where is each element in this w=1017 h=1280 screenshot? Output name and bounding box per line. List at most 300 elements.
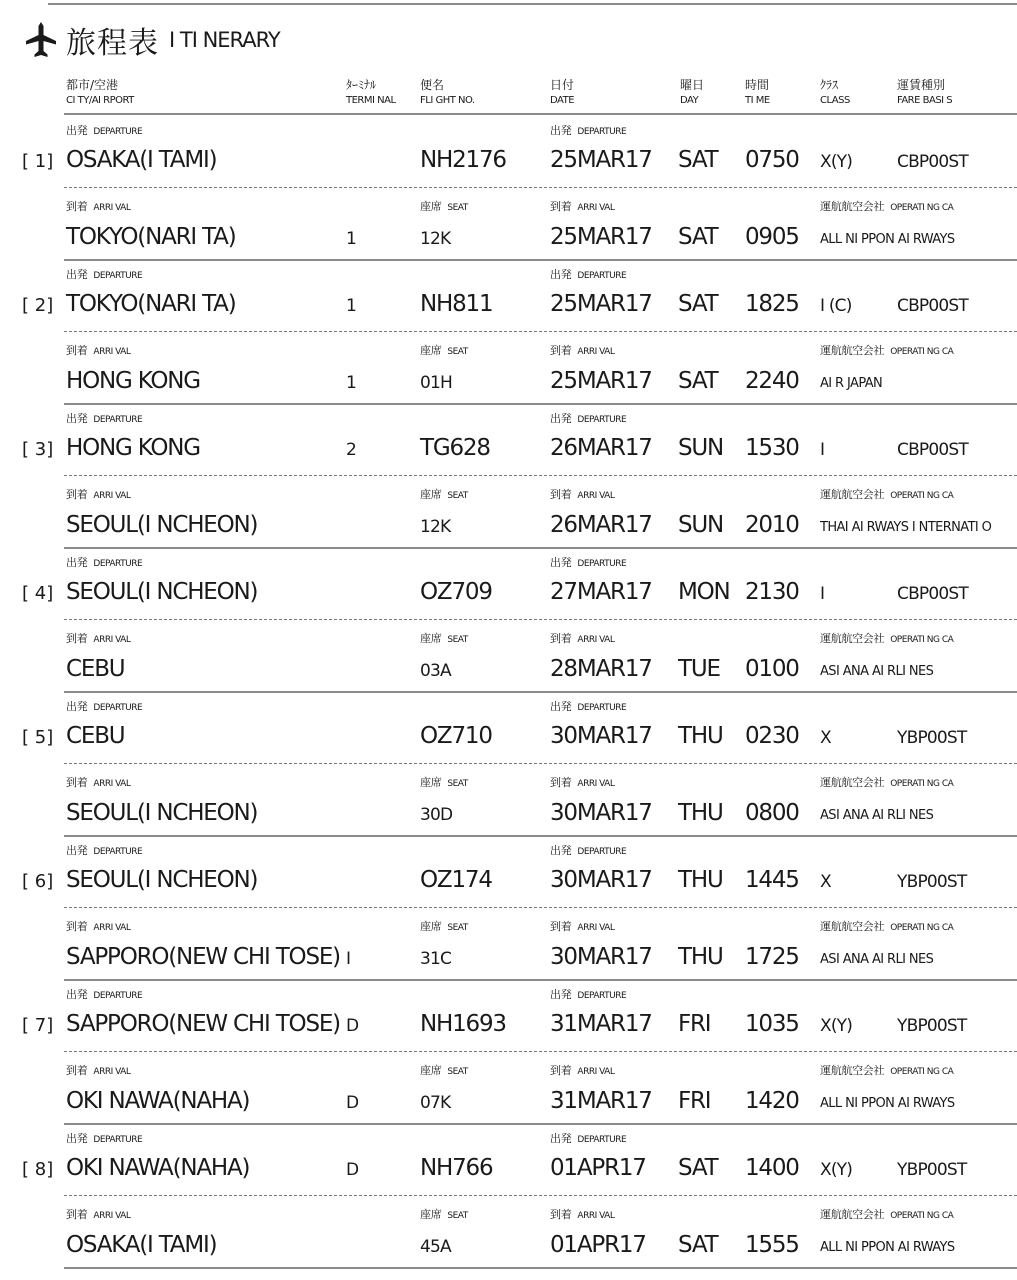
header-fare-basis — [897, 78, 952, 108]
seat-label-jp: 座席 — [420, 344, 442, 357]
date-departure-label-en: DEPARTURE — [577, 847, 627, 857]
operating-carrier-label-jp: 運航航空会社 — [820, 776, 885, 789]
departure-label-jp: 出発 — [66, 556, 88, 569]
arrival-label-en: ARRI VAL — [93, 1211, 131, 1221]
arrival-terminal: 1 — [346, 373, 357, 393]
arrival-label-jp: 到着 — [66, 920, 88, 933]
date-departure-label-en: DEPARTURE — [577, 703, 627, 713]
date-departure-label-jp: 出発 — [550, 124, 572, 137]
arrival-label-jp: 到着 — [66, 344, 88, 357]
arrival-time: 0800 — [745, 800, 799, 826]
seat-label-jp: 座席 — [420, 632, 442, 645]
seat-label-jp: 座席 — [420, 488, 442, 501]
fare-basis: CBP00ST — [897, 296, 968, 316]
arrival-day: SAT — [678, 1232, 718, 1258]
arrival-day: TUE — [678, 656, 720, 682]
fare-basis: CBP00ST — [897, 440, 968, 460]
date-departure-label-jp: 出発 — [550, 700, 572, 713]
segment-rule — [64, 1267, 1017, 1269]
departure-terminal: D — [346, 1016, 359, 1036]
segment-number: [ 1] — [22, 151, 54, 172]
arrival-label-jp: 到着 — [66, 776, 88, 789]
flight-number: NH811 — [420, 291, 493, 317]
arrival-city: OSAKA(I TAMI) — [66, 1232, 217, 1258]
arrival-date: 25MAR17 — [550, 368, 652, 394]
fare-basis: YBP00ST — [897, 1016, 967, 1036]
departure-date: 31MAR17 — [550, 1011, 652, 1037]
booking-class: X(Y) — [820, 152, 853, 172]
operating-carrier-label-en: OPERATI NG CA — [890, 1211, 954, 1221]
departure-label-en: DEPARTURE — [93, 847, 143, 857]
arrival-label — [66, 774, 130, 790]
seat-label-en: SEAT — [447, 203, 468, 213]
segment-dashed-rule — [64, 619, 1017, 620]
arrival-time: 2240 — [745, 368, 799, 394]
segment-dashed-rule — [64, 763, 1017, 764]
date-departure-label-en: DEPARTURE — [577, 415, 627, 425]
departure-date: 30MAR17 — [550, 723, 652, 749]
seat-label — [420, 1062, 468, 1078]
segment-number: [ 8] — [22, 1159, 54, 1180]
title-japanese: 旅程表 — [66, 26, 159, 61]
header-terminal — [346, 78, 396, 108]
header-date-en: DATE — [550, 95, 575, 106]
segment-dashed-rule — [64, 1051, 1017, 1052]
arrival-label-en: ARRI VAL — [93, 923, 131, 933]
seat-label — [420, 630, 468, 646]
departure-city: OKI NAWA(NAHA) — [66, 1155, 250, 1181]
departure-city: CEBU — [66, 723, 125, 749]
segment-number: [ 4] — [22, 583, 54, 604]
seat-number: 30D — [420, 805, 453, 825]
header-time-en: TI ME — [745, 95, 770, 106]
departure-time: 0750 — [745, 147, 799, 173]
arrival-city: OKI NAWA(NAHA) — [66, 1088, 250, 1114]
arrival-label — [66, 630, 130, 646]
departure-terminal: D — [346, 1160, 359, 1180]
segment-number: [ 6] — [22, 871, 54, 892]
header-date — [550, 78, 574, 108]
date-arrival-label-jp: 到着 — [550, 344, 572, 357]
departure-label-jp: 出発 — [66, 124, 88, 137]
arrival-label — [66, 1206, 130, 1222]
departure-date: 01APR17 — [550, 1155, 646, 1181]
date-arrival-label — [550, 342, 614, 358]
segment-number: [ 5] — [22, 727, 54, 748]
segment-number: [ 2] — [22, 295, 54, 316]
date-arrival-label-en: ARRI VAL — [577, 203, 615, 213]
arrival-label — [66, 918, 130, 934]
arrival-date: 01APR17 — [550, 1232, 646, 1258]
arrival-label — [66, 486, 130, 502]
departure-time: 1400 — [745, 1155, 799, 1181]
page-title — [24, 18, 280, 62]
operating-carrier-label-jp: 運航航空会社 — [820, 344, 885, 357]
operating-carrier-label-en: OPERATI NG CA — [890, 635, 954, 645]
operating-carrier: ALL NI PPON AI RWAYS — [820, 1240, 955, 1255]
departure-day: SUN — [678, 435, 724, 461]
date-departure-label-en: DEPARTURE — [577, 271, 627, 281]
date-arrival-label-jp: 到着 — [550, 1064, 572, 1077]
departure-time: 1445 — [745, 867, 799, 893]
booking-class: X(Y) — [820, 1160, 853, 1180]
header-flight-no — [420, 78, 475, 108]
segment-number: [ 3] — [22, 439, 54, 460]
arrival-day: THU — [678, 800, 723, 826]
arrival-date: 30MAR17 — [550, 800, 652, 826]
departure-date: 25MAR17 — [550, 291, 652, 317]
fare-basis: CBP00ST — [897, 584, 968, 604]
operating-carrier-label-jp: 運航航空会社 — [820, 1208, 885, 1221]
departure-label-jp: 出発 — [66, 412, 88, 425]
arrival-day: FRI — [678, 1088, 711, 1114]
departure-city: SEOUL(I NCHEON) — [66, 867, 258, 893]
departure-day: SAT — [678, 1155, 718, 1181]
date-departure-label — [550, 266, 626, 282]
date-departure-label-en: DEPARTURE — [577, 559, 627, 569]
seat-label-en: SEAT — [447, 923, 468, 933]
date-arrival-label-en: ARRI VAL — [577, 779, 615, 789]
date-departure-label — [550, 842, 626, 858]
date-departure-label-jp: 出発 — [550, 556, 572, 569]
departure-label-en: DEPARTURE — [93, 271, 143, 281]
arrival-time: 1725 — [745, 944, 799, 970]
departure-label-en: DEPARTURE — [93, 127, 143, 137]
date-departure-label-jp: 出発 — [550, 268, 572, 281]
seat-label — [420, 1206, 468, 1222]
departure-city: HONG KONG — [66, 435, 200, 461]
header-terminal-en: TERMI NAL — [346, 95, 396, 106]
departure-label-en: DEPARTURE — [93, 703, 143, 713]
departure-date: 30MAR17 — [550, 867, 652, 893]
operating-carrier: ASI ANA AI RLI NES — [820, 664, 934, 679]
departure-city: SAPPORO(NEW CHI TOSE) — [66, 1011, 340, 1037]
seat-label-en: SEAT — [447, 1067, 468, 1077]
flight-number: TG628 — [420, 435, 490, 461]
segment-rule — [64, 547, 1017, 549]
arrival-date: 28MAR17 — [550, 656, 652, 682]
departure-label-en: DEPARTURE — [93, 415, 143, 425]
arrival-label-en: ARRI VAL — [93, 347, 131, 357]
header-city-airport-en: CI TY/AI RPORT — [66, 95, 134, 106]
departure-label-jp: 出発 — [66, 988, 88, 1001]
header-fare-basis-en: FARE BASI S — [897, 95, 953, 106]
departure-day: MON — [678, 579, 730, 605]
departure-label-jp: 出発 — [66, 700, 88, 713]
seat-label-en: SEAT — [447, 1211, 468, 1221]
header-date-jp: 日付 — [550, 78, 575, 92]
arrival-day: THU — [678, 944, 723, 970]
seat-number: 45A — [420, 1237, 451, 1257]
seat-label — [420, 198, 468, 214]
operating-carrier-label — [820, 342, 953, 358]
header-fare-basis-jp: 運賃種別 — [897, 78, 946, 92]
departure-time: 0230 — [745, 723, 799, 749]
arrival-city: SAPPORO(NEW CHI TOSE) — [66, 944, 340, 970]
operating-carrier-label-en: OPERATI NG CA — [890, 347, 954, 357]
operating-carrier: THAI AI RWAYS I NTERNATI O — [820, 520, 992, 535]
seat-label — [420, 342, 468, 358]
departure-label — [66, 1130, 142, 1146]
arrival-city: SEOUL(I NCHEON) — [66, 800, 258, 826]
date-departure-label — [550, 122, 626, 138]
header-flight-no-jp: 便名 — [420, 78, 445, 92]
seat-label — [420, 486, 468, 502]
departure-date: 25MAR17 — [550, 147, 652, 173]
operating-carrier-label-en: OPERATI NG CA — [890, 491, 954, 501]
departure-label-jp: 出発 — [66, 844, 88, 857]
header-class-jp: ｸﾗｽ — [820, 78, 839, 92]
departure-terminal: 1 — [346, 296, 357, 316]
operating-carrier: ALL NI PPON AI RWAYS — [820, 232, 955, 247]
date-departure-label — [550, 698, 626, 714]
seat-label-en: SEAT — [447, 779, 468, 789]
departure-day: FRI — [678, 1011, 711, 1037]
date-departure-label-jp: 出発 — [550, 412, 572, 425]
header-time-jp: 時間 — [745, 78, 770, 92]
date-arrival-label-en: ARRI VAL — [577, 491, 615, 501]
seat-label-jp: 座席 — [420, 1064, 442, 1077]
segment-rule — [64, 979, 1017, 981]
header-city-airport-jp: 都市/空港 — [66, 78, 119, 92]
departure-time: 1825 — [745, 291, 799, 317]
header-flight-no-en: FLI GHT NO. — [420, 95, 475, 106]
top-rule — [48, 3, 1017, 5]
operating-carrier: ASI ANA AI RLI NES — [820, 952, 934, 967]
seat-number: 01H — [420, 373, 453, 393]
arrival-label-en: ARRI VAL — [93, 1067, 131, 1077]
departure-terminal: 2 — [346, 440, 357, 460]
airplane-icon — [24, 20, 58, 60]
date-arrival-label — [550, 774, 614, 790]
departure-label — [66, 266, 142, 282]
flight-number: NH766 — [420, 1155, 493, 1181]
date-arrival-label-en: ARRI VAL — [577, 347, 615, 357]
flight-number: OZ709 — [420, 579, 492, 605]
date-departure-label — [550, 986, 626, 1002]
seat-label — [420, 918, 468, 934]
arrival-label-en: ARRI VAL — [93, 203, 131, 213]
flight-number: NH2176 — [420, 147, 506, 173]
arrival-date: 31MAR17 — [550, 1088, 652, 1114]
departure-label-en: DEPARTURE — [93, 991, 143, 1001]
date-arrival-label-jp: 到着 — [550, 1208, 572, 1221]
date-departure-label — [550, 1130, 626, 1146]
segment-number: [ 7] — [22, 1015, 54, 1036]
flight-number: NH1693 — [420, 1011, 506, 1037]
departure-time: 2130 — [745, 579, 799, 605]
booking-class: X — [820, 728, 831, 748]
departure-city: SEOUL(I NCHEON) — [66, 579, 258, 605]
date-arrival-label — [550, 1062, 614, 1078]
booking-class: I — [820, 440, 825, 460]
date-arrival-label-en: ARRI VAL — [577, 923, 615, 933]
operating-carrier-label — [820, 918, 953, 934]
arrival-day: SAT — [678, 368, 718, 394]
departure-label-en: DEPARTURE — [93, 559, 143, 569]
fare-basis: YBP00ST — [897, 728, 967, 748]
segment-2 — [0, 264, 1017, 408]
date-arrival-label-jp: 到着 — [550, 776, 572, 789]
operating-carrier-label — [820, 198, 953, 214]
arrival-day: SAT — [678, 224, 718, 250]
arrival-time: 0100 — [745, 656, 799, 682]
departure-label — [66, 122, 142, 138]
date-arrival-label-en: ARRI VAL — [577, 1067, 615, 1077]
arrival-time: 1555 — [745, 1232, 799, 1258]
departure-day: SAT — [678, 147, 718, 173]
booking-class: I (C) — [820, 296, 852, 316]
header-class — [820, 78, 850, 108]
date-arrival-label — [550, 630, 614, 646]
arrival-terminal: I — [346, 949, 351, 969]
operating-carrier-label-jp: 運航航空会社 — [820, 488, 885, 501]
operating-carrier-label-jp: 運航航空会社 — [820, 200, 885, 213]
departure-label-jp: 出発 — [66, 1132, 88, 1145]
departure-time: 1530 — [745, 435, 799, 461]
operating-carrier: ALL NI PPON AI RWAYS — [820, 1096, 955, 1111]
arrival-city: SEOUL(I NCHEON) — [66, 512, 258, 538]
arrival-label-jp: 到着 — [66, 632, 88, 645]
operating-carrier-label-jp: 運航航空会社 — [820, 632, 885, 645]
seat-label-en: SEAT — [447, 347, 468, 357]
date-departure-label-jp: 出発 — [550, 988, 572, 1001]
departure-label — [66, 986, 142, 1002]
fare-basis: CBP00ST — [897, 152, 968, 172]
departure-label — [66, 554, 142, 570]
fare-basis: YBP00ST — [897, 1160, 967, 1180]
arrival-time: 1420 — [745, 1088, 799, 1114]
departure-label — [66, 842, 142, 858]
seat-number: 07K — [420, 1093, 451, 1113]
date-departure-label-en: DEPARTURE — [577, 127, 627, 137]
flight-number: OZ710 — [420, 723, 492, 749]
seat-label-jp: 座席 — [420, 1208, 442, 1221]
header-city-airport — [66, 78, 134, 108]
date-departure-label-jp: 出発 — [550, 844, 572, 857]
arrival-time: 0905 — [745, 224, 799, 250]
arrival-label-jp: 到着 — [66, 488, 88, 501]
header-class-en: CLASS — [820, 95, 850, 106]
operating-carrier-label-jp: 運航航空会社 — [820, 1064, 885, 1077]
arrival-label — [66, 198, 130, 214]
segment-8 — [0, 1128, 1017, 1272]
seat-label-en: SEAT — [447, 635, 468, 645]
segment-7 — [0, 984, 1017, 1128]
seat-number: 03A — [420, 661, 451, 681]
segment-rule — [64, 1123, 1017, 1125]
operating-carrier: ASI ANA AI RLI NES — [820, 808, 934, 823]
arrival-label — [66, 1062, 130, 1078]
segment-3 — [0, 408, 1017, 552]
departure-label — [66, 410, 142, 426]
operating-carrier-label — [820, 486, 953, 502]
header-time — [745, 78, 770, 108]
segment-rule — [64, 691, 1017, 693]
date-arrival-label-en: ARRI VAL — [577, 635, 615, 645]
booking-class: I — [820, 584, 825, 604]
arrival-label-en: ARRI VAL — [93, 491, 131, 501]
date-departure-label — [550, 554, 626, 570]
header-day — [680, 78, 704, 108]
header-terminal-jp: ﾀｰﾐﾅﾙ — [346, 78, 377, 92]
segment-dashed-rule — [64, 187, 1017, 188]
arrival-date: 30MAR17 — [550, 944, 652, 970]
arrival-date: 25MAR17 — [550, 224, 652, 250]
segment-dashed-rule — [64, 475, 1017, 476]
date-arrival-label — [550, 1206, 614, 1222]
segment-dashed-rule — [64, 1195, 1017, 1196]
arrival-label-en: ARRI VAL — [93, 779, 131, 789]
segment-6 — [0, 840, 1017, 984]
date-arrival-label-jp: 到着 — [550, 488, 572, 501]
seat-label-en: SEAT — [447, 491, 468, 501]
header-rule — [64, 113, 1017, 115]
departure-date: 27MAR17 — [550, 579, 652, 605]
arrival-terminal: D — [346, 1093, 359, 1113]
departure-city: OSAKA(I TAMI) — [66, 147, 217, 173]
segment-5 — [0, 696, 1017, 840]
segment-rule — [64, 259, 1017, 261]
departure-day: SAT — [678, 291, 718, 317]
seat-label-jp: 座席 — [420, 776, 442, 789]
date-arrival-label-en: ARRI VAL — [577, 1211, 615, 1221]
arrival-label-jp: 到着 — [66, 1208, 88, 1221]
date-arrival-label-jp: 到着 — [550, 632, 572, 645]
header-day-en: DAY — [680, 95, 699, 106]
arrival-terminal: 1 — [346, 229, 357, 249]
arrival-label — [66, 342, 130, 358]
seat-number: 12K — [420, 229, 451, 249]
departure-date: 26MAR17 — [550, 435, 652, 461]
operating-carrier-label-en: OPERATI NG CA — [890, 923, 954, 933]
title-english: I TI NERARY — [169, 28, 280, 52]
arrival-city: TOKYO(NARI TA) — [66, 224, 236, 250]
booking-class: X(Y) — [820, 1016, 853, 1036]
operating-carrier-label — [820, 1062, 953, 1078]
fare-basis: YBP00ST — [897, 872, 967, 892]
segment-rule — [64, 403, 1017, 405]
arrival-date: 26MAR17 — [550, 512, 652, 538]
departure-label-en: DEPARTURE — [93, 1135, 143, 1145]
departure-time: 1035 — [745, 1011, 799, 1037]
date-arrival-label — [550, 918, 614, 934]
date-departure-label-en: DEPARTURE — [577, 991, 627, 1001]
departure-label-jp: 出発 — [66, 268, 88, 281]
departure-city: TOKYO(NARI TA) — [66, 291, 236, 317]
seat-number: 31C — [420, 949, 452, 969]
arrival-label-en: ARRI VAL — [93, 635, 131, 645]
date-arrival-label — [550, 486, 614, 502]
operating-carrier-label-en: OPERATI NG CA — [890, 1067, 954, 1077]
booking-class: X — [820, 872, 831, 892]
date-arrival-label — [550, 198, 614, 214]
seat-label-jp: 座席 — [420, 200, 442, 213]
date-departure-label-jp: 出発 — [550, 1132, 572, 1145]
segment-rule — [64, 835, 1017, 837]
operating-carrier-label — [820, 630, 953, 646]
departure-day: THU — [678, 723, 723, 749]
arrival-day: SUN — [678, 512, 724, 538]
departure-label — [66, 698, 142, 714]
arrival-label-jp: 到着 — [66, 200, 88, 213]
operating-carrier-label-jp: 運航航空会社 — [820, 920, 885, 933]
seat-label-jp: 座席 — [420, 920, 442, 933]
operating-carrier-label — [820, 774, 953, 790]
flight-number: OZ174 — [420, 867, 492, 893]
header-day-jp: 曜日 — [680, 78, 705, 92]
seat-number: 12K — [420, 517, 451, 537]
